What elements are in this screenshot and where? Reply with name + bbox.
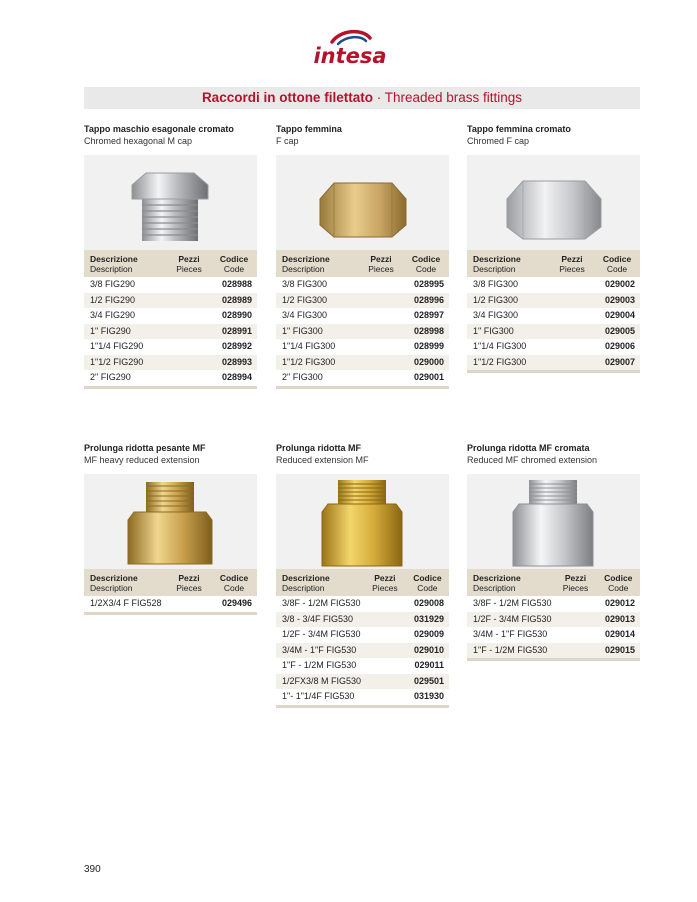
row-pieces bbox=[167, 339, 208, 355]
row-code: 029011 bbox=[414, 660, 444, 670]
row-code: 028990 bbox=[221, 310, 252, 320]
col-pieces: Pezzi Pieces bbox=[167, 569, 208, 596]
row-code: 029496 bbox=[208, 596, 257, 613]
product-image bbox=[84, 474, 257, 569]
brass-f-cap-icon bbox=[276, 155, 449, 250]
product-code-table bbox=[276, 250, 449, 389]
row-pieces bbox=[555, 612, 594, 628]
row-code: 029005 bbox=[591, 324, 640, 340]
row-description: 1"F - 1/2M FIG530 bbox=[467, 643, 555, 660]
row-code: 028988 bbox=[221, 279, 252, 289]
table-row bbox=[84, 324, 257, 340]
row-code: 031930 bbox=[403, 689, 449, 706]
row-pieces bbox=[550, 277, 591, 293]
col-code: Codice Code bbox=[208, 569, 257, 596]
row-pieces bbox=[550, 355, 591, 372]
row-description: 1/2F - 3/4M FIG530 bbox=[467, 612, 555, 628]
row-pieces bbox=[167, 355, 208, 371]
product-title-it: Tappo femmina cromato bbox=[467, 124, 571, 134]
product-chrome-f-cap bbox=[467, 123, 640, 373]
row-code: 028997 bbox=[413, 310, 444, 320]
row-description: 1"F - 1/2M FIG530 bbox=[282, 660, 357, 670]
row-description: 1"1/4 FIG300 bbox=[473, 341, 527, 351]
chrome-f-cap-icon bbox=[467, 155, 640, 250]
row-code: 029006 bbox=[604, 341, 635, 351]
row-pieces bbox=[364, 627, 403, 643]
row-description: 3/4 FIG300 bbox=[473, 310, 519, 320]
row-description: 1" FIG290 bbox=[84, 324, 167, 340]
table-row bbox=[276, 596, 449, 612]
row-pieces bbox=[364, 596, 403, 612]
row-code: 028989 bbox=[208, 293, 257, 309]
row-description: 1"1/2 FIG300 bbox=[467, 355, 550, 372]
row-pieces bbox=[167, 277, 208, 293]
brass-reduced-extension-icon bbox=[276, 474, 449, 569]
col-code: Codice Code bbox=[208, 250, 257, 277]
row-description: 1/2X3/4 F FIG528 bbox=[84, 596, 167, 613]
row-code: 028993 bbox=[208, 355, 257, 371]
banner-title-en: Threaded brass fittings bbox=[384, 90, 523, 105]
table-row bbox=[467, 308, 640, 324]
table-row bbox=[467, 612, 640, 628]
row-pieces bbox=[364, 643, 403, 659]
row-description: 3/8F - 1/2M FIG530 bbox=[282, 598, 361, 608]
chrome-reduced-extension-icon bbox=[467, 474, 640, 569]
product-brass-heavy-extension bbox=[84, 442, 257, 615]
product-image bbox=[467, 155, 640, 250]
row-description: 3/4 FIG290 bbox=[90, 310, 136, 320]
product-image bbox=[276, 155, 449, 250]
col-pieces: Pezzi Pieces bbox=[555, 569, 594, 596]
table-row bbox=[276, 324, 449, 340]
row-code: 029013 bbox=[593, 612, 640, 628]
col-description: Descrizione Description bbox=[467, 569, 555, 596]
product-code-table bbox=[276, 569, 449, 708]
row-pieces bbox=[167, 308, 208, 324]
table-row bbox=[276, 658, 449, 674]
product-code-table bbox=[84, 250, 257, 389]
row-pieces bbox=[359, 370, 400, 387]
product-code-table bbox=[467, 250, 640, 373]
row-code: 029010 bbox=[403, 643, 449, 659]
table-row bbox=[467, 643, 640, 660]
table-row bbox=[467, 355, 640, 372]
banner-separator: · bbox=[372, 90, 385, 105]
row-code: 028999 bbox=[413, 341, 444, 351]
product-title-it: Prolunga ridotta MF cromata bbox=[467, 443, 590, 453]
row-description: 1"1/4 FIG300 bbox=[282, 341, 336, 351]
row-code: 029012 bbox=[604, 598, 635, 608]
row-code: 028995 bbox=[413, 279, 444, 289]
table-row bbox=[467, 277, 640, 293]
row-description: 1/2FX3/8 M FIG530 bbox=[276, 674, 364, 690]
row-code: 029007 bbox=[591, 355, 640, 372]
row-pieces bbox=[550, 324, 591, 340]
row-description: 3/4M - 1"F FIG530 bbox=[276, 643, 364, 659]
col-code: Codice Code bbox=[400, 250, 449, 277]
product-title-en: Reduced MF chromed extension bbox=[467, 455, 598, 465]
row-code: 028991 bbox=[208, 324, 257, 340]
row-description: 1/2 FIG300 bbox=[276, 293, 359, 309]
product-image bbox=[84, 155, 257, 250]
page-number: 390 bbox=[84, 864, 101, 875]
row-description: 3/8 - 3/4F FIG530 bbox=[276, 612, 364, 628]
logo-text: intesa bbox=[313, 44, 387, 68]
row-description: 3/4 FIG300 bbox=[282, 310, 328, 320]
table-row bbox=[84, 277, 257, 293]
col-description: Descrizione Description bbox=[276, 569, 364, 596]
row-pieces bbox=[359, 277, 400, 293]
row-code: 029000 bbox=[400, 355, 449, 371]
row-pieces bbox=[359, 308, 400, 324]
col-code: Codice Code bbox=[591, 250, 640, 277]
row-pieces bbox=[550, 339, 591, 355]
table-row bbox=[467, 596, 640, 612]
row-pieces bbox=[359, 355, 400, 371]
table-row bbox=[84, 596, 257, 613]
col-pieces: Pezzi Pieces bbox=[167, 250, 208, 277]
brass-heavy-extension-icon bbox=[84, 474, 257, 569]
table-row bbox=[276, 277, 449, 293]
row-pieces bbox=[167, 293, 208, 309]
row-code: 029014 bbox=[604, 629, 635, 639]
product-brass-reduced-extension bbox=[276, 442, 449, 708]
row-code: 028992 bbox=[221, 341, 252, 351]
product-title-en: MF heavy reduced extension bbox=[84, 455, 200, 465]
row-code: 029015 bbox=[593, 643, 640, 660]
row-description: 1/2 FIG300 bbox=[467, 293, 550, 309]
col-pieces: Pezzi Pieces bbox=[359, 250, 400, 277]
chrome-hex-cap-icon bbox=[84, 155, 257, 250]
row-pieces bbox=[167, 324, 208, 340]
row-pieces bbox=[555, 627, 594, 643]
row-description: 3/4M - 1"F FIG530 bbox=[473, 629, 548, 639]
row-description: 2" FIG300 bbox=[276, 370, 359, 387]
table-row bbox=[276, 355, 449, 371]
row-code: 029001 bbox=[400, 370, 449, 387]
table-row bbox=[276, 627, 449, 643]
row-pieces bbox=[550, 293, 591, 309]
row-code: 029004 bbox=[604, 310, 635, 320]
section-banner bbox=[84, 87, 640, 109]
banner-title-it: Raccordi in ottone filettato bbox=[201, 90, 373, 105]
table-row bbox=[276, 339, 449, 355]
row-code: 029008 bbox=[413, 598, 444, 608]
col-description: Descrizione Description bbox=[467, 250, 550, 277]
table-row bbox=[84, 339, 257, 355]
row-pieces bbox=[359, 293, 400, 309]
product-code-table bbox=[84, 569, 257, 615]
col-description: Descrizione Description bbox=[84, 569, 167, 596]
table-row bbox=[84, 308, 257, 324]
product-title-en: Chromed F cap bbox=[467, 136, 530, 146]
table-row bbox=[84, 355, 257, 371]
row-description: 1"- 1"1/4F FIG530 bbox=[276, 689, 364, 706]
row-code: 031929 bbox=[403, 612, 449, 628]
row-pieces bbox=[364, 658, 403, 674]
col-description: Descrizione Description bbox=[84, 250, 167, 277]
row-pieces bbox=[167, 596, 208, 613]
row-description: 3/8 FIG300 bbox=[282, 279, 328, 289]
table-row bbox=[276, 293, 449, 309]
col-description: Descrizione Description bbox=[276, 250, 359, 277]
row-description: 2" FIG290 bbox=[84, 370, 167, 387]
row-code: 029009 bbox=[413, 629, 444, 639]
table-row bbox=[467, 293, 640, 309]
row-description: 1"1/2 FIG290 bbox=[84, 355, 167, 371]
product-title-en: F cap bbox=[276, 136, 299, 146]
row-pieces bbox=[364, 612, 403, 628]
table-row bbox=[276, 612, 449, 628]
row-description: 3/8 FIG290 bbox=[90, 279, 136, 289]
row-description: 3/8F - 1/2M FIG530 bbox=[473, 598, 552, 608]
col-pieces: Pezzi Pieces bbox=[550, 250, 591, 277]
product-chrome-reduced-extension bbox=[467, 442, 640, 661]
row-pieces bbox=[167, 370, 208, 387]
row-description: 1/2 FIG290 bbox=[84, 293, 167, 309]
product-image bbox=[276, 474, 449, 569]
table-row bbox=[467, 339, 640, 355]
row-code: 029003 bbox=[591, 293, 640, 309]
table-row bbox=[467, 324, 640, 340]
product-title-it: Prolunga ridotta MF bbox=[276, 443, 361, 453]
product-brass-f-cap bbox=[276, 123, 449, 389]
table-row bbox=[467, 627, 640, 643]
product-image bbox=[467, 474, 640, 569]
row-pieces bbox=[555, 643, 594, 660]
row-pieces bbox=[555, 596, 594, 612]
row-description: 1"1/2 FIG300 bbox=[276, 355, 359, 371]
row-pieces bbox=[359, 339, 400, 355]
product-code-table bbox=[467, 569, 640, 661]
row-code: 028994 bbox=[208, 370, 257, 387]
product-title-en: Reduced extension MF bbox=[276, 455, 369, 465]
col-code: Codice Code bbox=[403, 569, 449, 596]
table-row bbox=[276, 370, 449, 387]
row-code: 029002 bbox=[604, 279, 635, 289]
product-title-it: Tappo maschio esagonale cromato bbox=[84, 124, 234, 134]
row-description: 1" FIG300 bbox=[276, 324, 359, 340]
row-pieces bbox=[359, 324, 400, 340]
table-row bbox=[276, 643, 449, 659]
product-title-it: Prolunga ridotta pesante MF bbox=[84, 443, 206, 453]
row-pieces bbox=[364, 674, 403, 690]
row-code: 028998 bbox=[400, 324, 449, 340]
row-code: 029501 bbox=[403, 674, 449, 690]
row-description: 3/8 FIG300 bbox=[473, 279, 519, 289]
row-pieces bbox=[364, 689, 403, 706]
col-pieces: Pezzi Pieces bbox=[364, 569, 403, 596]
table-row bbox=[84, 293, 257, 309]
product-title-it: Tappo femmina bbox=[276, 124, 342, 134]
table-row bbox=[84, 370, 257, 387]
brand-logo bbox=[300, 28, 400, 78]
row-description: 1" FIG300 bbox=[467, 324, 550, 340]
row-code: 028996 bbox=[400, 293, 449, 309]
table-row bbox=[276, 689, 449, 706]
col-code: Codice Code bbox=[593, 569, 640, 596]
table-row bbox=[276, 674, 449, 690]
row-description: 1/2F - 3/4M FIG530 bbox=[282, 629, 361, 639]
product-chrome-hex-cap bbox=[84, 123, 257, 389]
product-title-en: Chromed hexagonal M cap bbox=[84, 136, 193, 146]
table-row bbox=[276, 308, 449, 324]
row-pieces bbox=[550, 308, 591, 324]
row-description: 1"1/4 FIG290 bbox=[90, 341, 144, 351]
